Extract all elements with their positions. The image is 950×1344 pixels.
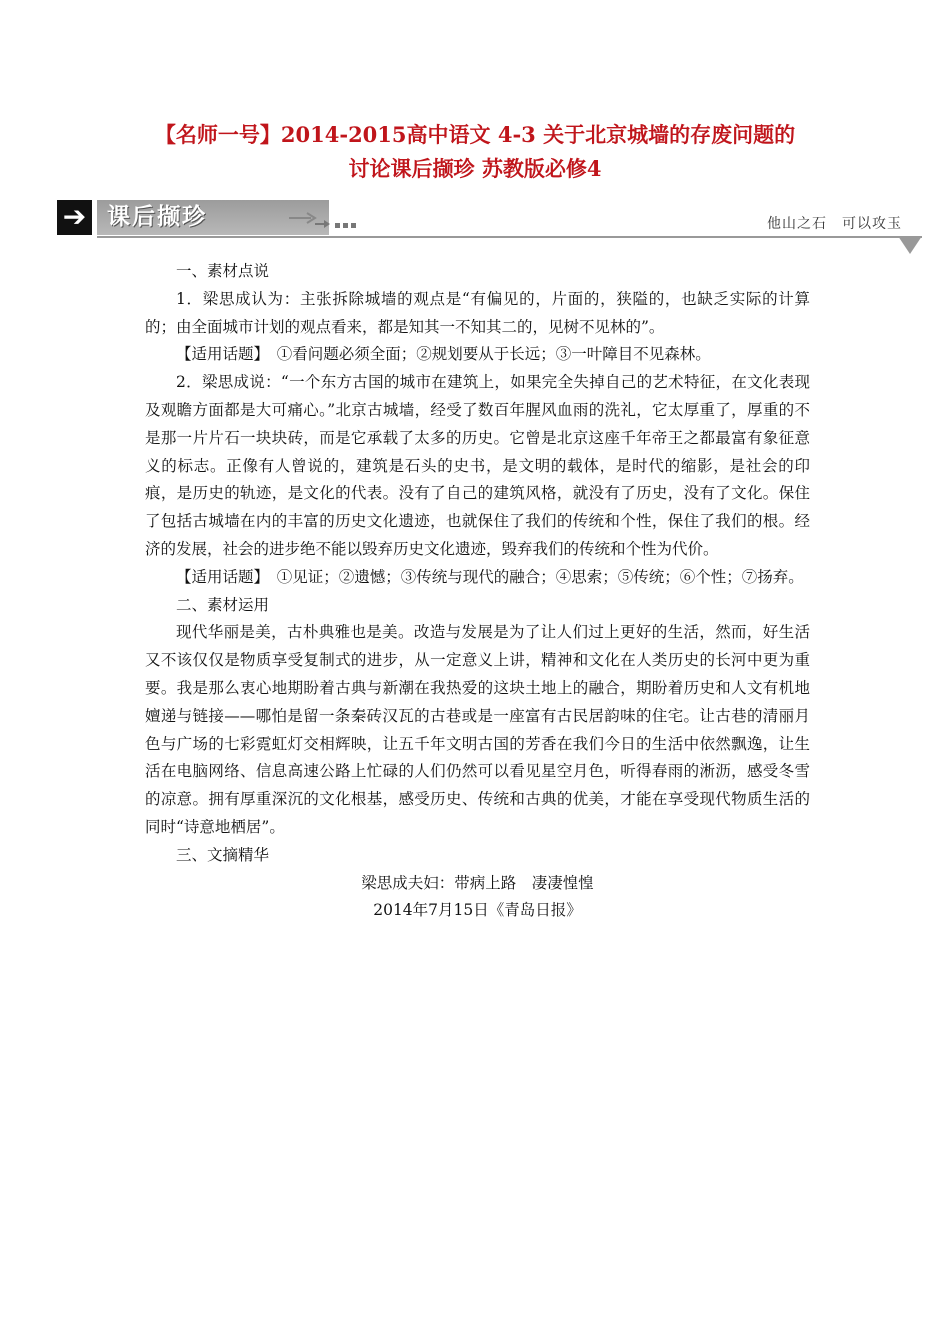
triangle-down-icon — [898, 236, 922, 254]
paragraph-3: 现代华丽是美，古朴典雅也是美。改造与发展是为了让人们过上更好的生活，然而，好生活又不该仅仅是物质享受复制式的进步，从一定意义上讲，精神和文化在人类历史的长河中更为重要。我是那么衷心地期盼着古典与新潮在我热爱的这块土地上的融合，期盼着历史和人文有机地嬗递与链接——哪怕是留一条秦砖汉瓦的古巷或是一座富有古民居韵味的住宅。让古巷的清丽月色与广场的七彩霓虹灯交相辉映，让五千年文明古国的芳香在我们今日的生活中依然飘逸，让生活在电脑网络、信息高速公路上忙碌的人们仍然可以看见星空月色，听得春雨的淅沥，感受冬雪的凉意。拥有厚重深沉的文化根基，感受历史、传统和古典的优美，才能在享受现代物质生活的同时“诗意地栖居”。 — [145, 623, 810, 836]
article-title: 梁思成夫妇：带病上路 凄凄惶惶 — [361, 873, 594, 892]
banner-underline — [97, 236, 922, 238]
paragraph-2: 2．梁思成说：“一个东方古国的城市在建筑上，如果完全失掉自己的艺术特征，在文化表现及观瞻方面都是大可痛心。”北京古城墙，经受了数百年腥风血雨的洗礼，它太厚重了，厚重的不是那一片片石一块块砖，而是它承载了太多的历史。它曾是北京这座千年帝王之都最富有象征意义的标志。正像有人曾说的，建筑是石头的史书，是文明的载体，是时代的缩影，是社会的印痕，是历史的轨迹，是文化的代表。没有了自己的建筑风格，就没有了历史，没有了文化。保住了包括古城墙在内的丰富的历史文化遗迹，也就保住了我们的传统和个性，保住了我们的根。经济的发展，社会的进步绝不能以毁弃历史文化遗迹，毁弃我们的传统和个性为代价。 — [145, 373, 810, 558]
section-heading-1: 一、素材点说 — [176, 262, 270, 280]
section-banner — [57, 198, 922, 256]
topic-line-2: 【适用话题】 ①见证；②遗憾；③传统与现代的融合；④思索；⑤传统；⑥个性；⑦扬弃。 — [176, 567, 804, 586]
arrow-decoration-icon — [287, 210, 362, 234]
topic-line-1: 【适用话题】 ①看问题必须全面；②规划要从于长远；③一叶障目不见森林。 — [176, 345, 711, 364]
section-heading-3: 三、文摘精华 — [176, 845, 270, 864]
paragraph-1: 1．梁思成认为：主张拆除城墙的观点是“有偏见的，片面的，狭隘的，也缺乏实际的计算的；由全面城市计划的观点看来，都是知其一不知其二的，见树不见林的”。 — [145, 289, 810, 336]
banner-motto: 他山之石 可以攻玉 — [767, 216, 902, 232]
section-heading-2: 二、素材运用 — [176, 595, 270, 614]
banner-label: 课后撷珍 — [107, 204, 207, 230]
arrow-right-icon: ➔ — [57, 200, 92, 235]
title-line-2: 讨论课后撷珍 苏教版必修4 — [348, 156, 602, 181]
article-source: 2014年7月15日《青岛日报》 — [373, 901, 582, 920]
title-line-1: 【名师一号】2014-2015高中语文 4-3 关于北京城墙的存废问题的 — [154, 122, 796, 147]
document-title — [0, 118, 950, 186]
document-body — [145, 258, 810, 925]
